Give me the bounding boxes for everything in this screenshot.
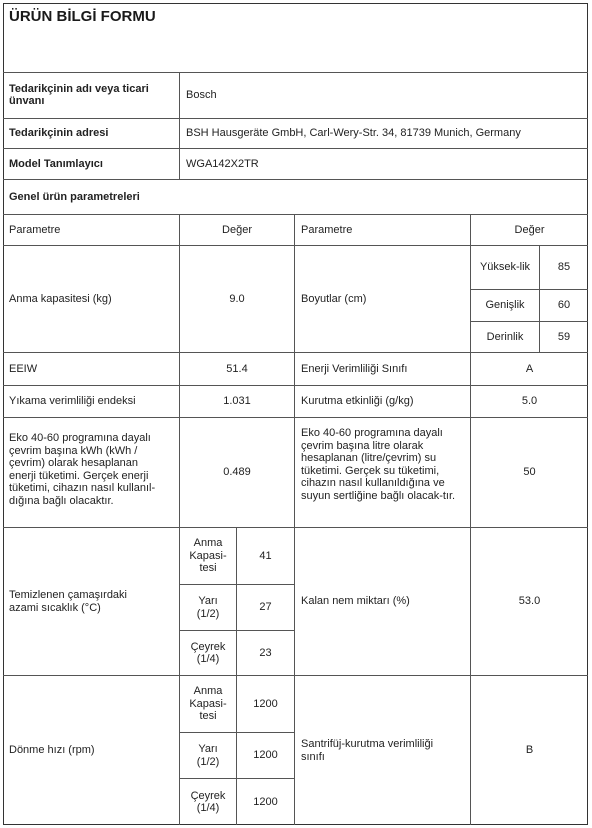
max-temp-quarter-value: 23 [237, 631, 295, 676]
energy-consumption-value: 0.489 [180, 418, 295, 528]
dimensions-label: Boyutlar (cm) [295, 246, 471, 353]
spin-class-value: B [525, 744, 534, 757]
width-label: Genişlik [471, 290, 540, 322]
height-value: 85 [540, 246, 588, 290]
width-value: 60 [540, 290, 588, 322]
spin-class-label: Santrifüj-kurutma verimliliği sınıfı [295, 676, 471, 825]
depth-value: 59 [540, 322, 588, 353]
energy-consumption-label: Eko 40-60 programına dayalı çevrim başına kWh (kWh / çevrim) olarak hesaplanan enerji tüketimi. Gerçek enerji tüketimi, cihazın nasıl kullanıl-dığına bağlı olacaktır. [3, 418, 180, 528]
general-params-label: Genel ürün parametreleri [3, 180, 588, 215]
form-title: ÜRÜN BİLGİ FORMU [9, 8, 156, 25]
max-temp-rated-value: 41 [237, 528, 295, 585]
spin-quarter-value: 1200 [237, 779, 295, 825]
rinse-value: 5.0 [471, 386, 588, 418]
model-value: WGA142X2TR [180, 149, 588, 180]
max-temp-half-label: Yarı (1/2) [180, 585, 237, 631]
capacity-value: 9.0 [180, 246, 295, 353]
energy-class-label: Enerji Verimliliği Sınıfı [295, 353, 471, 386]
model-label: Model Tanımlayıcı [3, 149, 180, 180]
rinse-label: Kurutma etkinliği (g/kg) [295, 386, 471, 418]
spin-quarter-label: Çeyrek (1/4) [180, 779, 237, 825]
eeiw-value: 51.4 [180, 353, 295, 386]
moisture-value: 53.0 [471, 528, 588, 676]
energy-class-value: A [471, 353, 588, 386]
water-consumption-label: Eko 40-60 programına dayalı çevrim başına litre olarak hesaplanan (litre/çevrim) su tüketimi. Gerçek su tüketimi, cihazın nasıl kullanıldığına ve suyun sertliğine bağlı olacak-tır. [295, 418, 471, 528]
capacity-label: Anma kapasitesi (kg) [3, 246, 180, 353]
header-value-right: Değer [471, 215, 588, 246]
max-temp-label: Temizlenen çamaşırdaki azami sıcaklık (°C) [3, 528, 180, 676]
eeiw-label: EEIW [3, 353, 180, 386]
spin-rated-label: Anma Kapasi-tesi [180, 676, 237, 733]
moisture-label: Kalan nem miktarı (%) [295, 528, 471, 676]
spin-rated-value: 1200 [237, 676, 295, 733]
depth-label: Derinlik [471, 322, 540, 353]
water-consumption-value: 50 [471, 418, 588, 528]
supplier-name-value: Bosch [180, 72, 588, 119]
supplier-name-label: Tedarikçinin adı veya ticari ünvanı [3, 72, 180, 119]
spin-half-label: Yarı (1/2) [180, 733, 237, 779]
header-value-left: Değer [180, 215, 295, 246]
supplier-address-value: BSH Hausgeräte GmbH, Carl-Wery-Str. 34, 81739 Munich, Germany [180, 119, 588, 149]
height-label: Yüksek-lik [471, 246, 540, 290]
max-temp-quarter-label: Çeyrek (1/4) [180, 631, 237, 676]
max-temp-rated-label: Anma Kapasi-tesi [180, 528, 237, 585]
wash-index-label: Yıkama verimliliği endeksi [3, 386, 180, 418]
header-param-right: Parametre [295, 215, 471, 246]
spin-half-value: 1200 [237, 733, 295, 779]
max-temp-half-value: 27 [237, 585, 295, 631]
supplier-address-label: Tedarikçinin adresi [3, 119, 180, 149]
spin-label: Dönme hızı (rpm) [3, 676, 180, 825]
header-param-left: Parametre [3, 215, 180, 246]
wash-index-value: 1.031 [180, 386, 295, 418]
